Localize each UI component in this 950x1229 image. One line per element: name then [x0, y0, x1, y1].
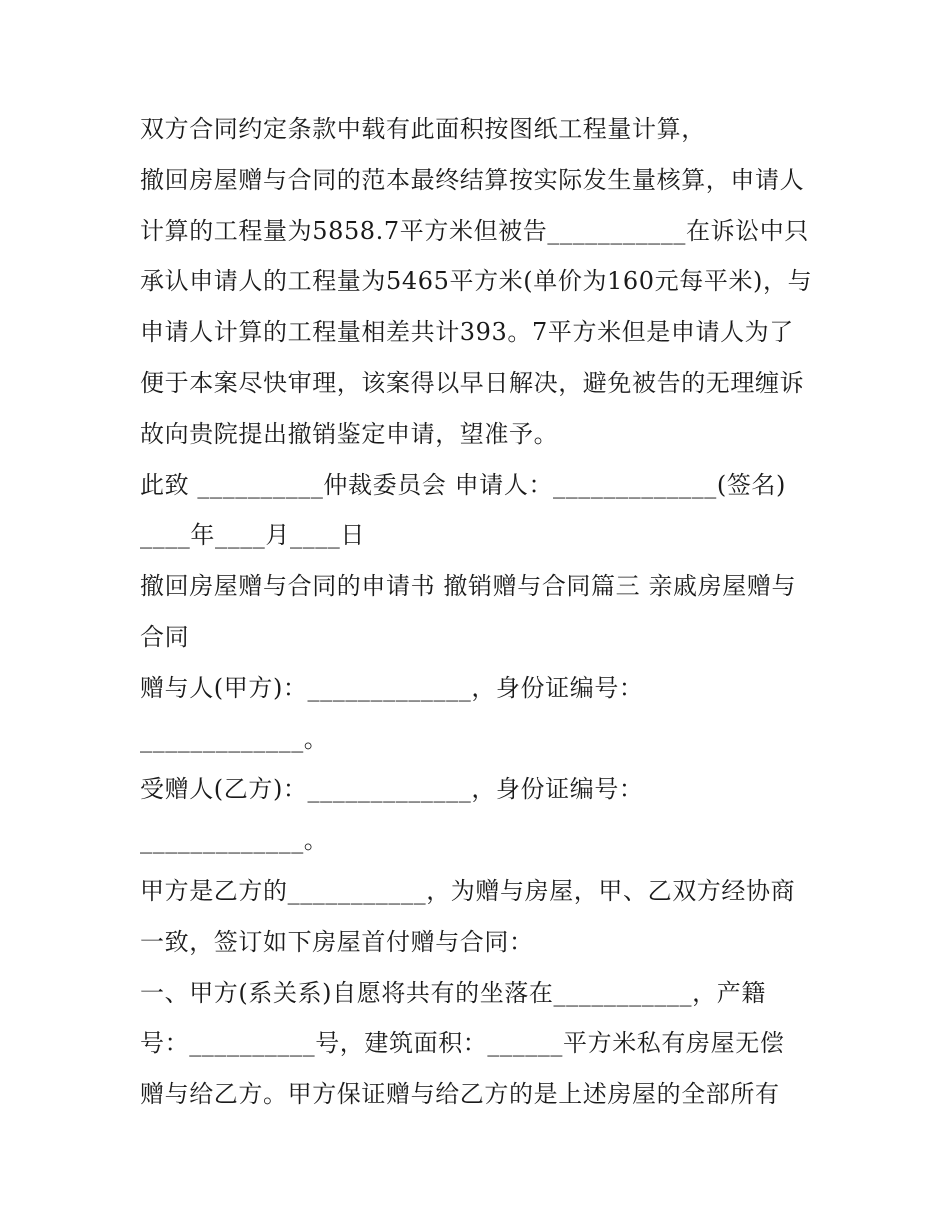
- text-line: 便于本案尽快审理，该案得以早日解决，避免被告的无理缠诉: [140, 368, 805, 397]
- text-line: 承认申请人的工程量为5465平方米(单价为160元每平米)，与: [140, 267, 813, 296]
- text-line: 一致，签订如下房屋首付赠与合同：: [140, 927, 534, 956]
- donor-id-line: _____________。: [140, 724, 329, 753]
- date-line: ____年____月____日: [140, 521, 365, 550]
- section-heading-line: 合同: [140, 622, 190, 651]
- text-line: 申请人计算的工程量相差共计393。7平方米但是申请人为了: [140, 318, 794, 347]
- clause-line: 号：__________号，建筑面积：______平方米私有房屋无偿: [140, 1029, 785, 1058]
- donee-field-line: 受赠人(乙方)：_____________，身份证编号：: [140, 775, 644, 804]
- document-body: [140, 104, 820, 1120]
- donee-id-line: _____________。: [140, 826, 329, 855]
- text-line: 双方合同约定条款中载有此面积按图纸工程量计算，: [140, 115, 706, 143]
- text-line: 计算的工程量为5858.7平方米但被告___________在诉讼中只: [140, 216, 809, 245]
- text-line: 故向贵院提出撤销鉴定申请，望准予。: [140, 419, 559, 448]
- text-line: 此致 __________仲裁委员会 申请人：_____________(签名): [140, 470, 786, 499]
- clause-line: 赠与给乙方。甲方保证赠与给乙方的是上述房屋的全部所有: [140, 1080, 780, 1109]
- section-heading-line: 撤回房屋赠与合同的申请书 撤销赠与合同篇三 亲戚房屋赠与: [140, 572, 797, 601]
- donor-field-line: 赠与人(甲方)：_____________，身份证编号：: [140, 673, 644, 702]
- text-line: 甲方是乙方的___________，为赠与房屋，甲、乙双方经协商: [140, 876, 796, 905]
- text-line: 撤回房屋赠与合同的范本最终结算按实际发生量核算，申请人: [140, 165, 805, 194]
- clause-line: 一、甲方(系关系)自愿将共有的坐落在___________，产籍: [140, 978, 766, 1007]
